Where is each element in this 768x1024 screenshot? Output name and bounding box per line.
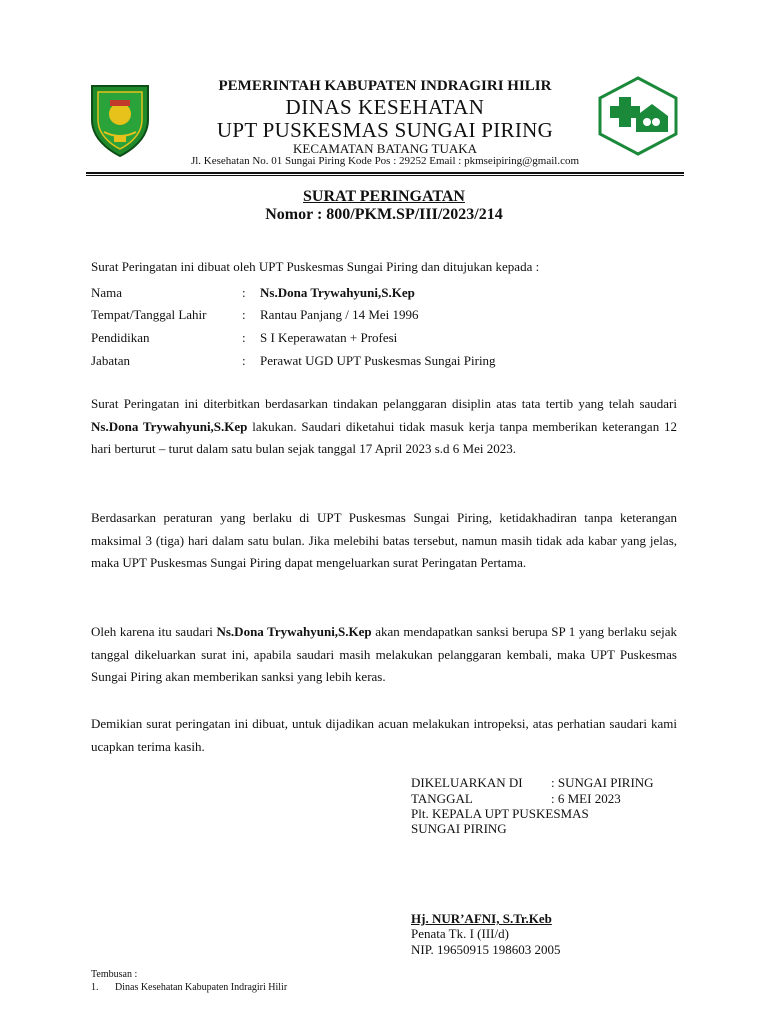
field-value: S I Keperawatan + Profesi — [260, 330, 398, 345]
signer-role: Plt. KEPALA UPT PUSKESMAS — [411, 806, 589, 821]
paragraph-4: Demikian surat peringatan ini dibuat, untuk dijadikan acuan melakukan intropeksi, atas perhatian saudari kami ucapkan terima kasih. — [91, 716, 677, 754]
recipient-name: Ns.Dona Trywahyuni,S.Kep — [216, 624, 372, 639]
issued-date: TANGGAL : 6 MEI 2023 — [411, 791, 621, 806]
field-colon: : — [242, 285, 246, 300]
field-value: Ns.Dona Trywahyuni,S.Kep — [260, 285, 415, 300]
issued-place: DIKELUARKAN DI : SUNGAI PIRING — [411, 775, 654, 790]
signer-rank: Penata Tk. I (III/d) — [411, 926, 509, 941]
field-label: Jabatan — [91, 353, 130, 368]
paragraph-2: Berdasarkan peraturan yang berlaku di UPT Puskesmas Sungai Piring, ketidakhadiran tanpa keterangan maksimal 3 (tiga) hari dalam satu bulan. Jika melebihi batas tersebut, namun masih tidak ada kabar yang jelas, maka UPT Puskesmas Sungai Piring dapat mengeluarkan surat Peringatan Pertama. — [91, 510, 677, 571]
field-colon: : — [242, 353, 246, 368]
field-label: Tempat/Tanggal Lahir — [91, 307, 207, 322]
tembusan-item: 1. Dinas Kesehatan Kabupaten Indragiri Hilir — [91, 982, 288, 993]
paragraph-1: Surat Peringatan ini diterbitkan berdasarkan tindakan pelanggaran disiplin atas tata tertib yang telah saudari Ns.Dona Trywahyuni,S.Kep lakukan. Saudari diketahui tidak masuk kerja tanpa memberikan keterangan 12 hari berturut – turut dalam satu bulan sejak tanggal 17 April 2023 s.d 6 Mei 2023. — [91, 396, 677, 457]
field-value: Rantau Panjang / 14 Mei 1996 — [260, 307, 419, 322]
field-label: Pendidikan — [91, 330, 150, 345]
field-colon: : — [242, 330, 246, 345]
signer-role-2: SUNGAI PIRING — [411, 821, 507, 836]
kop-address: Jl. Kesehatan No. 01 Sungai Piring Kode Pos : 29252 Email : pkmseipiring@gmail.com — [190, 155, 580, 167]
letter-title: SURAT PERINGATAN — [303, 188, 465, 205]
kop-institution: UPT PUSKESMAS SUNGAI PIRING — [216, 118, 554, 142]
tembusan-label: Tembusan : — [91, 969, 138, 980]
kop-government: PEMERINTAH KABUPATEN INDRAGIRI HILIR — [218, 78, 552, 94]
recipient-name: Ns.Dona Trywahyuni,S.Kep — [91, 418, 248, 434]
signer-name: Hj. NUR’AFNI, S.Tr.Keb — [411, 911, 552, 926]
letter-number: Nomor : 800/PKM.SP/III/2023/214 — [265, 206, 503, 223]
field-colon: : — [242, 307, 246, 322]
kop-district: KECAMATAN BATANG TUAKA — [292, 141, 477, 156]
intro-text: Surat Peringatan ini dibuat oleh UPT Puskesmas Sungai Piring dan ditujukan kepada : — [91, 259, 540, 274]
kop-agency: DINAS KESEHATAN — [285, 95, 485, 119]
header-rule — [86, 172, 684, 174]
field-label: Nama — [91, 285, 123, 300]
signer-nip: NIP. 19650915 198603 2005 — [411, 942, 561, 957]
field-value: Perawat UGD UPT Puskesmas Sungai Piring — [260, 353, 496, 368]
header-rule-thin — [86, 175, 684, 176]
paragraph-3: Oleh karena itu saudari Ns.Dona Trywahyuni,S.Kep akan mendapatkan sanksi berupa SP 1 yang berlaku sejak tanggal dikeluarkan surat ini, apabila saudari masih melakukan pelanggaran kembali, maka UPT Puskesmas Sungai Piring akan memberikan sanksi yang lebih keras. — [91, 624, 677, 685]
regency-emblem-icon — [88, 80, 152, 158]
